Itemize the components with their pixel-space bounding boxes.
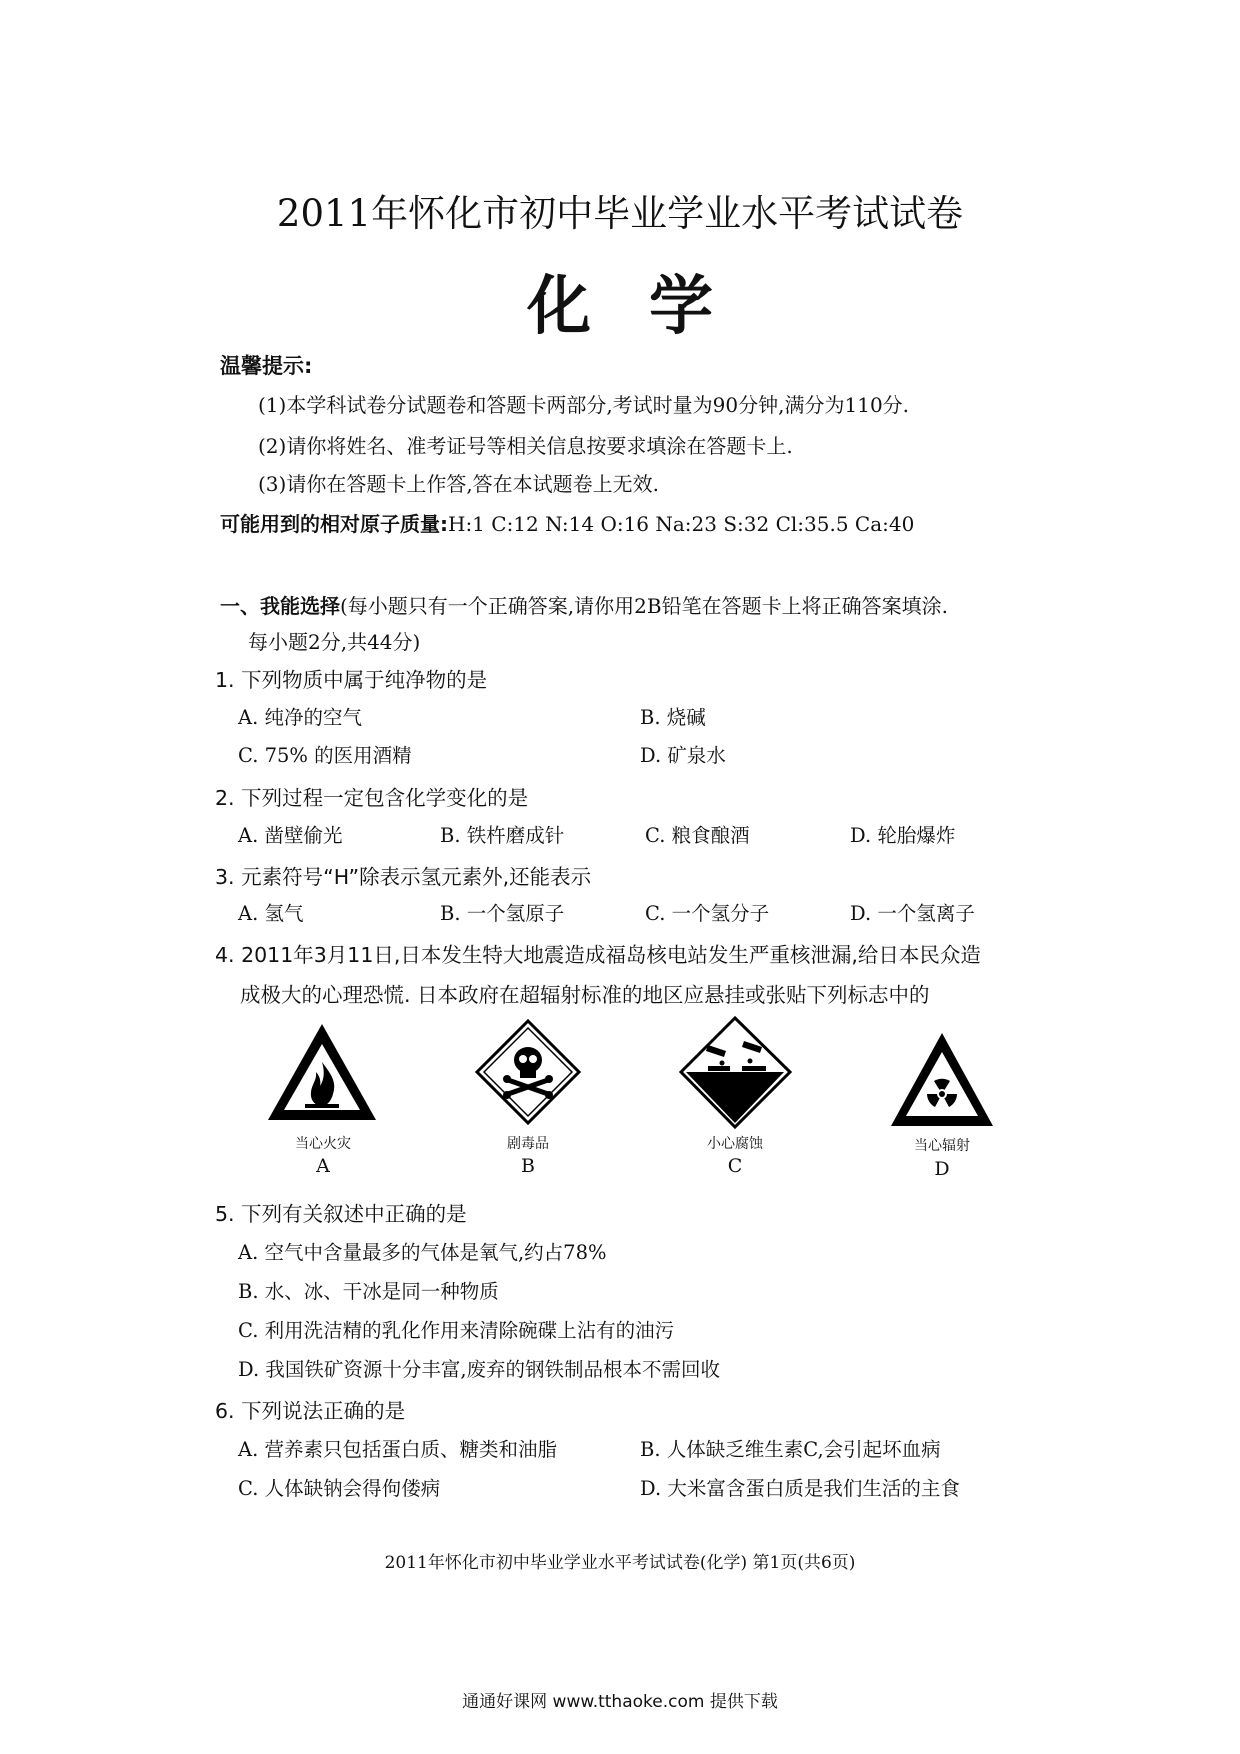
- option-d: D. 轮胎爆炸: [850, 824, 956, 847]
- option-d: D. 一个氢离子: [850, 902, 975, 925]
- section-heading: [220, 590, 948, 619]
- option-b: B. 水、冰、干冰是同一种物质: [238, 1280, 499, 1303]
- toxic-skull-icon: [474, 1018, 582, 1126]
- option-a: A. 凿壁偷光: [238, 824, 343, 847]
- sign-letter: C: [727, 1155, 743, 1177]
- section-instruction-cont: 每小题2分,共44分): [248, 630, 421, 654]
- atomic-masses: [220, 508, 914, 537]
- option-c: C. 利用洗洁精的乳化作用来清除碗碟上沾有的油污: [238, 1319, 675, 1342]
- atomic-masses-values: H:1 C:12 N:14 O:16 Na:23 S:32 Cl:35.5 Ca:40: [448, 512, 915, 536]
- download-note: 通通好课网 www.tthaoke.com 提供下载: [462, 1692, 778, 1712]
- tips-heading: 温馨提示:: [220, 354, 313, 378]
- sign-label: 当心辐射: [914, 1138, 970, 1154]
- section-title: 一、我能选择: [220, 594, 340, 618]
- option-b: B. 铁杵磨成针: [440, 824, 565, 847]
- question-stem: 6. 下列说法正确的是: [215, 1399, 406, 1423]
- sign-letter: B: [521, 1155, 535, 1177]
- option-c: C. 粮食酿酒: [645, 824, 750, 847]
- option-c: C. 75% 的医用酒精: [238, 744, 412, 767]
- question-stem: 3. 元素符号“H”除表示氢元素外,还能表示: [215, 865, 592, 889]
- question-stem: 4. 2011年3月11日,日本发生特大地震造成福岛核电站发生严重核泄漏,给日本民众造: [215, 943, 981, 967]
- corrosive-icon: [678, 1015, 793, 1130]
- option-d: D. 大米富含蛋白质是我们生活的主食: [640, 1477, 960, 1500]
- option-b: B. 一个氢原子: [440, 902, 565, 925]
- option-d: D. 我国铁矿资源十分丰富,废弃的钢铁制品根本不需回收: [238, 1358, 721, 1381]
- section-instruction: (每小题只有一个正确答案,请你用2B铅笔在答题卡上将正确答案填涂.: [340, 594, 948, 618]
- sign-label: 小心腐蚀: [707, 1136, 763, 1152]
- page-footer: 2011年怀化市初中毕业学业水平考试试卷(化学) 第1页(共6页): [384, 1553, 856, 1573]
- subject-title: 化学: [527, 269, 771, 344]
- sign-letter: D: [934, 1158, 950, 1180]
- tip-item: (3)请你在答题卡上作答,答在本试题卷上无效.: [258, 472, 660, 496]
- exam-title: 2011年怀化市初中毕业学业水平考试试卷: [276, 192, 964, 235]
- option-a: A. 氢气: [238, 902, 304, 925]
- option-b: B. 人体缺乏维生素C,会引起坏血病: [640, 1438, 941, 1461]
- option-a: A. 空气中含量最多的气体是氧气,约占78%: [238, 1241, 607, 1264]
- option-c: C. 一个氢分子: [645, 902, 770, 925]
- sign-label: 剧毒品: [507, 1136, 549, 1152]
- flammable-warning-icon: [265, 1020, 380, 1125]
- option-d: D. 矿泉水: [640, 744, 726, 767]
- atomic-masses-label: 可能用到的相对原子质量:: [220, 512, 448, 536]
- radiation-warning-icon: [888, 1030, 996, 1130]
- question-stem: 1. 下列物质中属于纯净物的是: [215, 668, 488, 692]
- option-a: A. 营养素只包括蛋白质、糖类和油脂: [238, 1438, 557, 1461]
- sign-label: 当心火灾: [295, 1136, 351, 1152]
- tip-item: (2)请你将姓名、准考证号等相关信息按要求填涂在答题卡上.: [258, 434, 793, 458]
- question-stem-cont: 成极大的心理恐慌. 日本政府在超辐射标准的地区应悬挂或张贴下列标志中的: [240, 983, 930, 1007]
- option-c: C. 人体缺钠会得佝偻病: [238, 1477, 441, 1500]
- option-a: A. 纯净的空气: [238, 706, 362, 729]
- tip-item: (1)本学科试卷分试题卷和答题卡两部分,考试时量为90分钟,满分为110分.: [258, 393, 910, 417]
- question-stem: 5. 下列有关叙述中正确的是: [215, 1202, 467, 1226]
- sign-letter: A: [316, 1155, 330, 1177]
- question-stem: 2. 下列过程一定包含化学变化的是: [215, 786, 529, 810]
- option-b: B. 烧碱: [640, 706, 706, 729]
